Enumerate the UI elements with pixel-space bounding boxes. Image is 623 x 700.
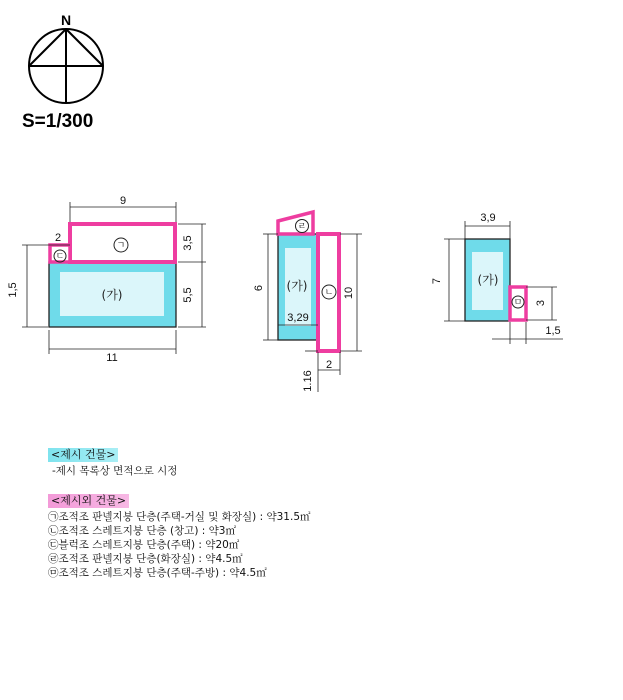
legend xyxy=(48,448,468,580)
dim-2: 2 xyxy=(325,359,333,371)
label-rieul: ㄹ xyxy=(297,222,307,232)
legend-extra-title: <제시외 건물> xyxy=(48,494,129,508)
north-label: N xyxy=(60,12,72,28)
label-ga: (가) xyxy=(101,288,123,302)
label-mieum: ㅁ xyxy=(513,298,523,308)
legend-item: ㉢블럭조 스레트지붕 단층(주택) : 약20㎡ xyxy=(48,539,240,551)
plan-2 xyxy=(253,212,362,392)
north-arrow xyxy=(29,12,103,103)
legend-existing-note: -제시 목록상 면적으로 시정 xyxy=(52,465,178,477)
legend-item: ㉣조적조 판넬지붕 단층(화장실) : 약4.5㎡ xyxy=(48,553,243,565)
scale-label: S=1/300 xyxy=(22,111,94,132)
legend-item: ㉠조적조 판넬지붕 단층(주택-거실 및 화장실) : 약31.5㎡ xyxy=(48,511,311,523)
label-giyeok: ㄱ xyxy=(116,241,126,251)
legend-item: ㉤조적조 스레트지붕 단층(주택-주방) : 약4.5㎡ xyxy=(48,567,267,579)
dim-right-5-5: 5,5 xyxy=(182,287,194,303)
dim-top-9: 9 xyxy=(119,195,127,207)
dim-1-5: 1,5 xyxy=(545,325,561,337)
dim-3-29: 3,29 xyxy=(287,312,309,324)
dim-bottom-11: 11 xyxy=(106,352,118,364)
label-ga-2: (가) xyxy=(286,279,308,293)
label-ga-3: (가) xyxy=(477,273,499,287)
dim-1-16: 1.16 xyxy=(302,370,314,392)
dim-right-3-5: 3,5 xyxy=(182,235,194,251)
plan-3 xyxy=(431,212,563,344)
dim-left-2: 2 xyxy=(54,232,62,244)
dim-6: 6 xyxy=(253,284,265,292)
label-nieun: ㄴ xyxy=(324,288,334,298)
dim-7: 7 xyxy=(431,277,443,285)
dim-3-9: 3,9 xyxy=(480,212,496,224)
dim-10: 10 xyxy=(343,286,355,300)
plan-1 xyxy=(7,195,206,364)
legend-existing-title: <제시 건물> xyxy=(48,448,118,462)
legend-item: ㉡조적조 스레트지붕 단층 (창고) : 약3㎡ xyxy=(48,525,236,537)
dim-3: 3 xyxy=(535,299,547,307)
label-digeut: ㄷ xyxy=(55,252,65,262)
dim-left-1-5: 1,5 xyxy=(7,282,19,298)
